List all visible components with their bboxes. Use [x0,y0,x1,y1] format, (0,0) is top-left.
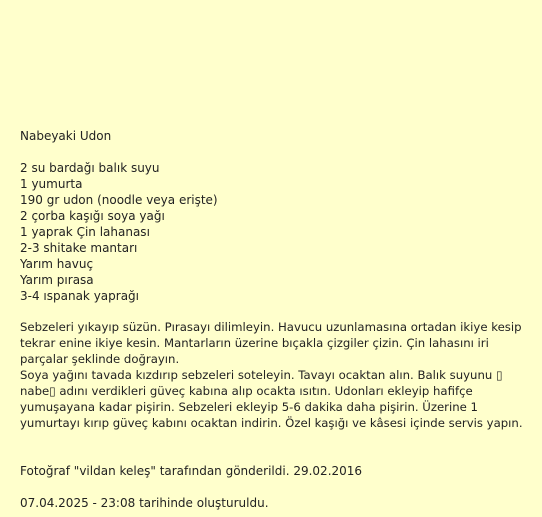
ingredient-item: 190 gr udon (noodle veya erişte) [20,193,218,207]
ingredient-item: 3-4 ıspanak yaprağı [20,289,140,303]
ingredient-item: 2 su bardağı balık suyu [20,161,160,175]
instruction-paragraph: Soya yağını tavada kızdırıp sebzeleri soteleyin. Tavayı ocaktan alın. Balık suyunu ▯ nabe▯ adını verdikleri güveç kabına alıp ocakta ısıtın. Udonları ekleyip hafifçe yumuşayana kadar pişirin. Sebzeleri ekleyip 5-6 dakika daha pişirin. Üzerine 1 yumurtayı kırıp güveç kabını ocaktan indirin. Özel kaşığı ve kâsesi içinde servis yapın. [20,368,523,430]
instruction-paragraph: Sebzeleri yıkayıp süzün. Pırasayı dilimleyin. Havucu uzunlamasına ortadan ikiye kesip tekrar enine ikiye kesin. Mantarların üzerine bıçakla çizgiler çizin. Çin lahasını iri parçalar şeklinde doğrayın. [20,320,522,366]
ingredient-item: Yarım havuç [20,257,94,271]
photo-credit: Fotoğraf "vildan keleş" tarafından gönderildi. 29.02.2016 [20,464,363,478]
created-timestamp: 07.04.2025 - 23:08 tarihinde oluşturuldu. [20,496,269,510]
recipe-instructions [20,319,535,431]
ingredient-item: Yarım pırasa [20,273,94,287]
ingredient-item: 2-3 shitake mantarı [20,241,138,255]
ingredient-item: 1 yumurta [20,177,83,191]
recipe-title: Nabeyaki Udon [20,129,112,143]
ingredient-item: 2 çorba kaşığı soya yağı [20,209,165,223]
ingredient-item: 1 yaprak Çin lahanası [20,225,150,239]
ingredient-list [20,160,218,304]
